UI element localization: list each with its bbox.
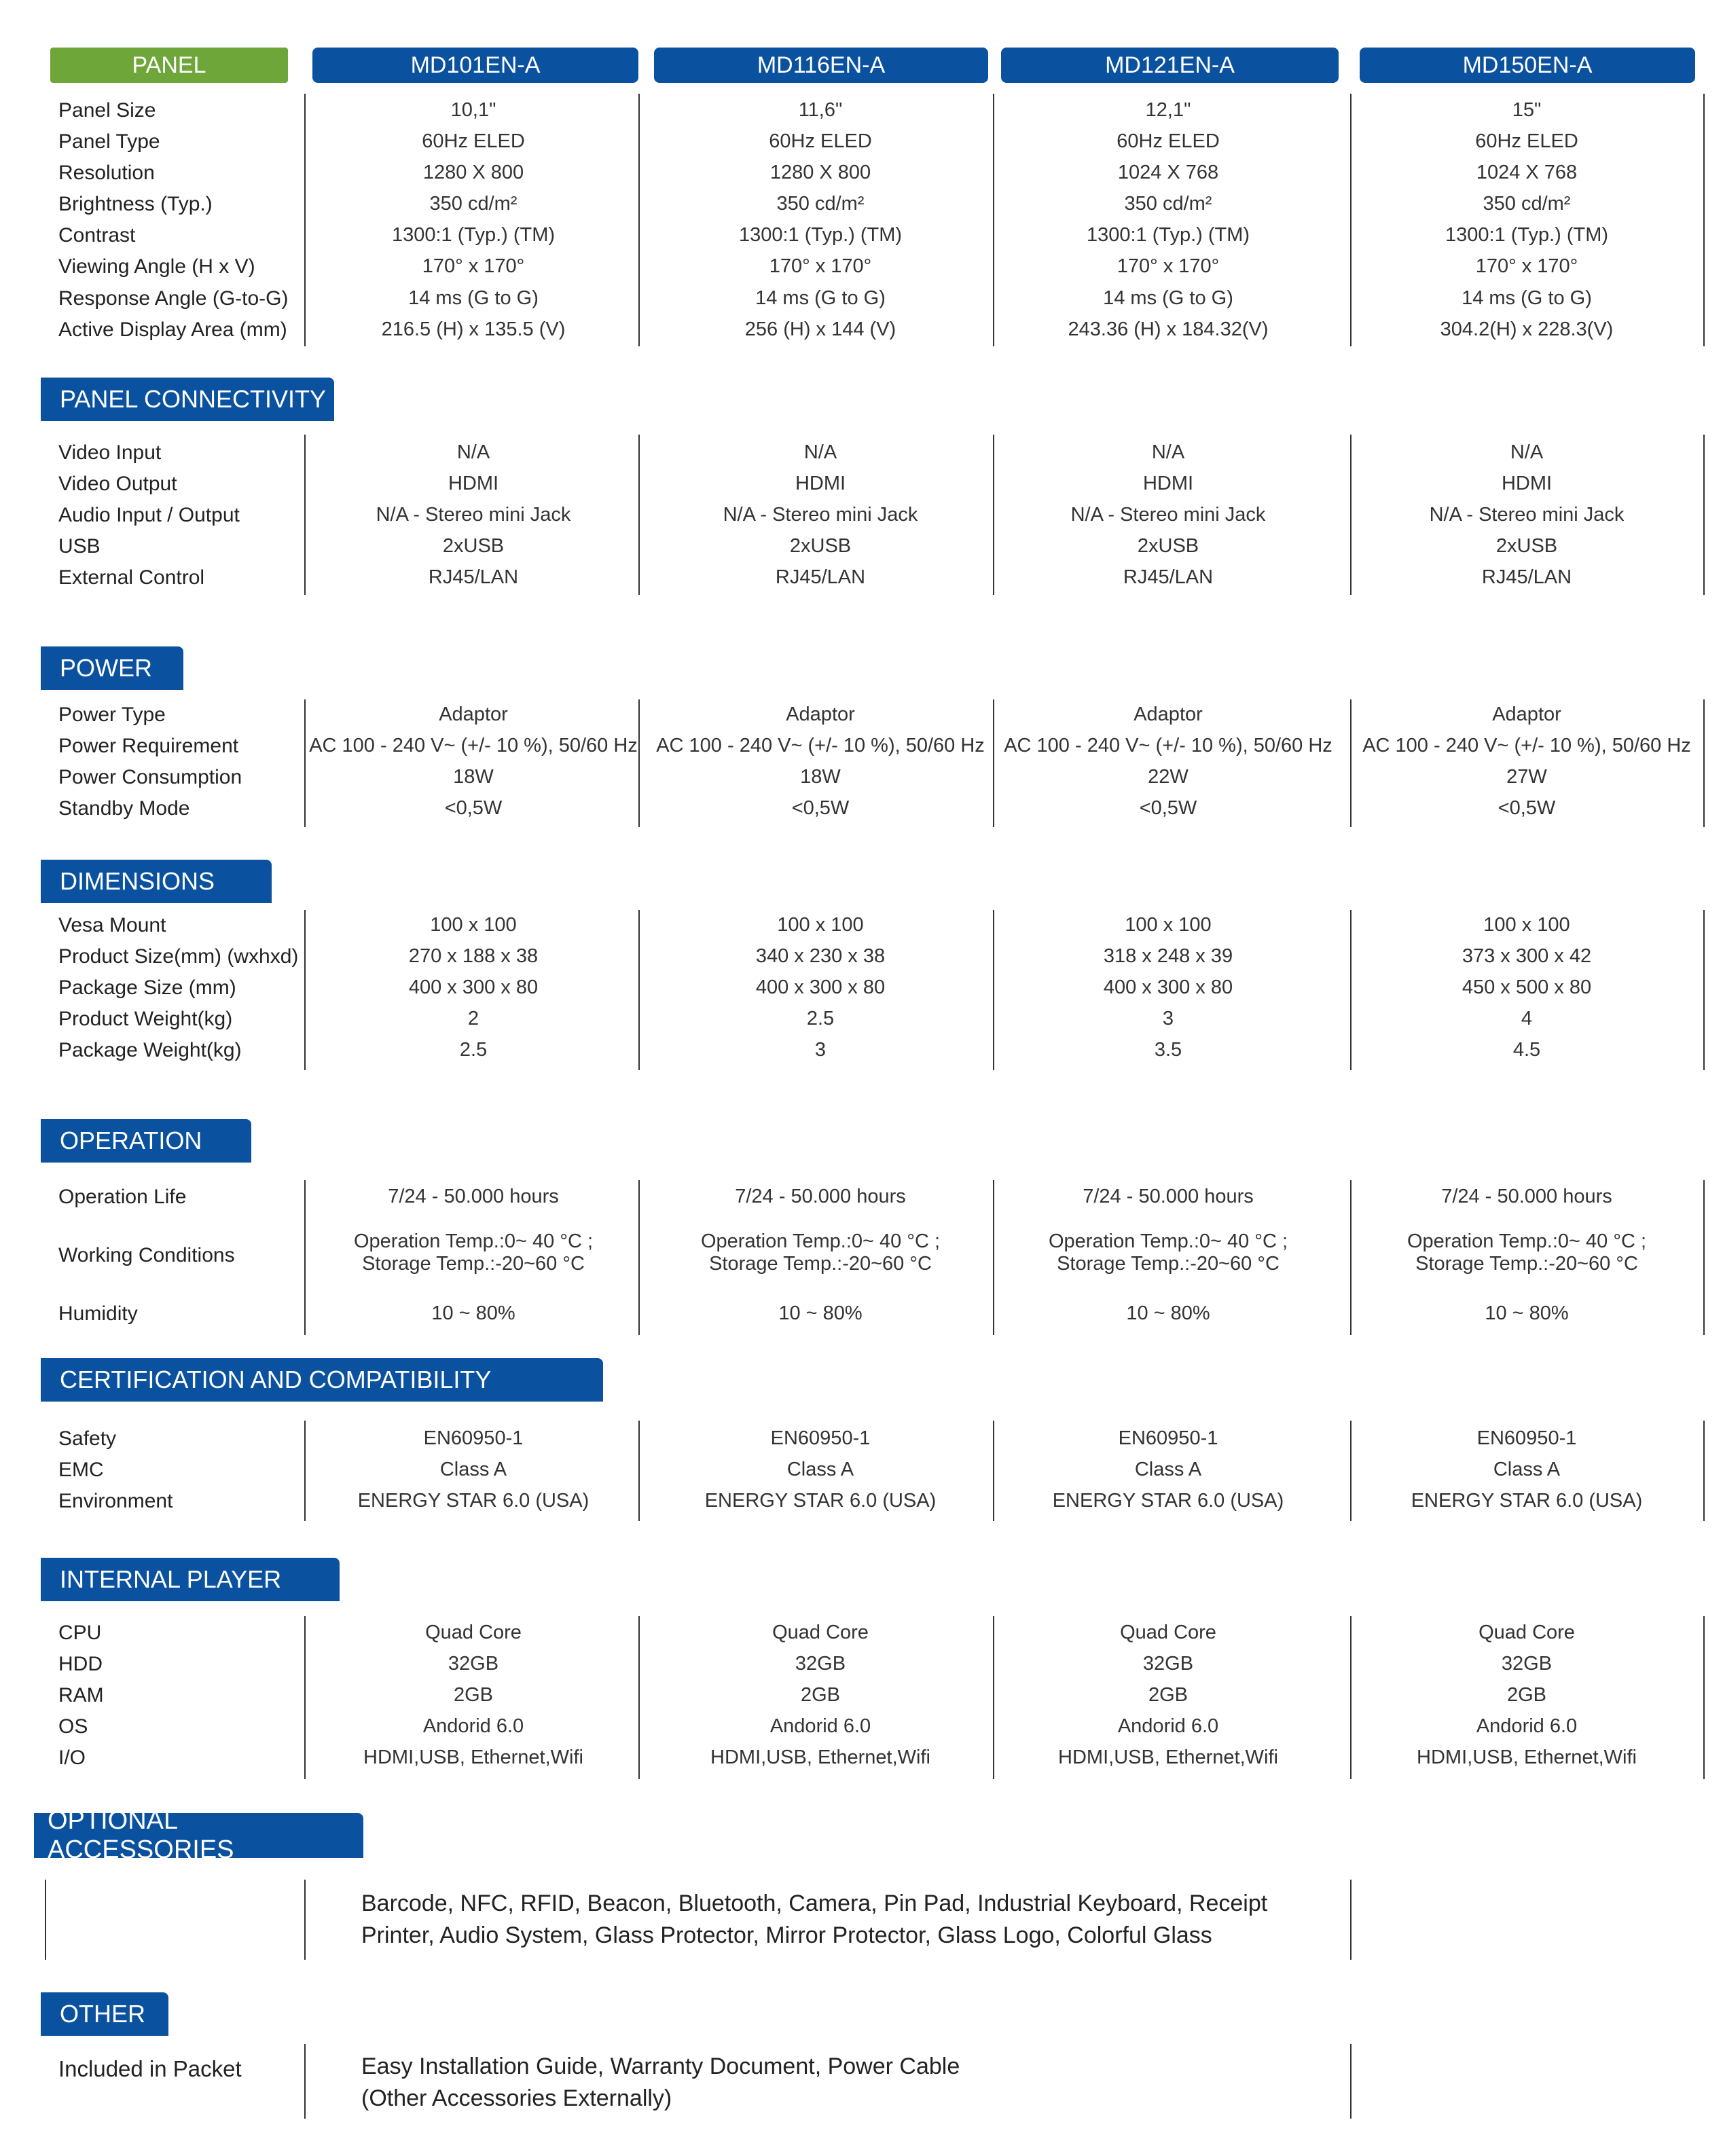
column-divider: [993, 94, 994, 346]
column-divider: [1703, 910, 1705, 1070]
column-divider: [1350, 699, 1352, 827]
spec-cell: 400 x 300 x 80: [408, 976, 539, 998]
spec-cell: 1024 X 768: [1117, 162, 1219, 183]
spec-cell: <0,5W: [1139, 797, 1197, 819]
column-divider: [304, 1880, 306, 1960]
spec-cell: <0,5W: [1498, 797, 1556, 819]
spec-cell: 350 cd/m²: [1483, 193, 1571, 215]
row-label-power-type: Power Type: [58, 704, 166, 726]
spec-cell: 400 x 300 x 80: [755, 976, 886, 998]
spec-cell-line: Operation Temp.:0~ 40 °C ;: [353, 1230, 594, 1252]
spec-cell: 32GB: [1501, 1653, 1553, 1675]
spec-cell: 400 x 300 x 80: [1103, 976, 1233, 998]
row-label-environment: Environment: [58, 1490, 173, 1512]
accessories-text: [361, 1888, 1267, 1952]
spec-cell: [1407, 1230, 1646, 1275]
row-label-os: OS: [58, 1715, 88, 1738]
spec-cell: Quad Core: [1479, 1622, 1575, 1643]
other-line: (Other Accessories Externally): [361, 2085, 672, 2111]
row-label-contrast: Contrast: [58, 224, 136, 246]
model-header-md116en-a: MD116EN-A: [654, 48, 988, 83]
spec-cell: 318 x 248 x 39: [1103, 945, 1233, 967]
row-label-video-output: Video Output: [58, 473, 177, 495]
spec-cell: 32GB: [795, 1653, 846, 1675]
spec-cell-line: Operation Temp.:0~ 40 °C ;: [700, 1230, 941, 1252]
spec-cell: 18W: [453, 766, 494, 788]
spec-cell: 2GB: [1506, 1684, 1547, 1706]
spec-cell: 10 ~ 80%: [1485, 1302, 1569, 1324]
column-divider: [1703, 435, 1705, 595]
spec-cell: 3: [814, 1039, 827, 1061]
section-header-certification: CERTIFICATION AND COMPATIBILITY: [41, 1358, 603, 1402]
row-label-i-o: I/O: [58, 1747, 86, 1769]
spec-cell: <0,5W: [444, 797, 503, 819]
spec-cell: 14 ms (G to G): [408, 287, 539, 309]
spec-cell: 7/24 - 50.000 hours: [1083, 1186, 1254, 1207]
spec-cell: Adaptor: [786, 704, 855, 725]
spec-cell: RJ45/LAN: [775, 566, 866, 588]
spec-cell: Andorid 6.0: [422, 1715, 524, 1737]
column-divider: [1350, 1421, 1352, 1521]
spec-cell: 100 x 100: [1483, 914, 1570, 936]
spec-cell: 1300:1 (Typ.) (TM): [738, 224, 903, 246]
column-divider: [993, 1421, 994, 1521]
other-text: [361, 2051, 960, 2115]
spec-cell: 15": [1512, 99, 1542, 121]
spec-cell: 3.5: [1154, 1039, 1182, 1061]
spec-cell: Class A: [786, 1459, 854, 1480]
spec-cell: Andorid 6.0: [1476, 1715, 1578, 1737]
column-divider: [304, 1421, 306, 1521]
row-label-panel-type: Panel Type: [58, 130, 160, 153]
row-label-video-input: Video Input: [58, 441, 162, 464]
section-header-player: INTERNAL PLAYER: [41, 1558, 340, 1601]
column-divider: [1350, 94, 1352, 346]
spec-cell: 1280 X 800: [769, 162, 871, 183]
spec-cell: Quad Core: [1120, 1622, 1216, 1643]
spec-cell-line: Storage Temp.:-20~60 °C: [362, 1253, 585, 1275]
column-divider: [993, 699, 994, 827]
spec-cell: HDMI,USB, Ethernet,Wifi: [1058, 1747, 1278, 1768]
spec-cell: 12,1": [1145, 99, 1191, 121]
column-divider: [304, 910, 306, 1070]
spec-cell: HDMI,USB, Ethernet,Wifi: [710, 1747, 930, 1768]
spec-cell: RJ45/LAN: [428, 566, 519, 588]
spec-cell-line: Operation Temp.:0~ 40 °C ;: [1407, 1230, 1647, 1252]
column-divider: [45, 1880, 46, 1960]
spec-cell: Quad Core: [425, 1622, 522, 1643]
row-label-brightness-typ: Brightness (Typ.): [58, 193, 213, 215]
row-label-viewing-angle-h-x-v: Viewing Angle (H x V): [58, 255, 255, 278]
spec-cell: 270 x 188 x 38: [408, 945, 539, 967]
column-divider: [304, 1180, 306, 1335]
spec-cell: 2.5: [459, 1039, 488, 1061]
spec-cell: 2: [467, 1008, 479, 1029]
spec-cell: ENERGY STAR 6.0 (USA): [704, 1490, 937, 1512]
spec-cell: 10,1": [450, 99, 496, 121]
column-divider: [638, 699, 640, 827]
spec-cell: N/A: [1151, 441, 1185, 463]
column-divider: [638, 1616, 640, 1779]
row-label-package-size-mm: Package Size (mm): [58, 976, 236, 999]
column-divider: [304, 435, 306, 595]
row-label-working-conditions: Working Conditions: [58, 1244, 235, 1266]
spec-cell: 350 cd/m²: [1124, 193, 1212, 215]
spec-cell: Class A: [439, 1459, 507, 1480]
spec-cell: 60Hz ELED: [1475, 130, 1578, 152]
section-header-connectivity: PANEL CONNECTIVITY: [41, 378, 334, 421]
row-label-resolution: Resolution: [58, 162, 155, 184]
spec-cell: AC 100 - 240 V~ (+/- 10 %), 50/60 Hz: [1004, 735, 1332, 756]
spec-cell: 2GB: [453, 1684, 494, 1706]
row-label-external-control: External Control: [58, 566, 205, 589]
spec-cell: 3: [1162, 1008, 1174, 1029]
spec-cell: EN60950-1: [770, 1427, 871, 1449]
spec-cell: 2xUSB: [1137, 535, 1199, 557]
section-header-accessories: OPTIONAL ACCESSORIES: [34, 1813, 363, 1858]
row-label-power-consumption: Power Consumption: [58, 766, 242, 788]
spec-cell: 350 cd/m²: [429, 193, 518, 215]
spec-cell: RJ45/LAN: [1481, 566, 1572, 588]
spec-cell: 350 cd/m²: [776, 193, 865, 215]
column-divider: [1350, 435, 1352, 595]
spec-cell: 60Hz ELED: [1117, 130, 1220, 152]
spec-cell: 1300:1 (Typ.) (TM): [1086, 224, 1250, 246]
column-divider: [1350, 2044, 1352, 2119]
section-header-panel: PANEL: [50, 48, 288, 83]
column-divider: [1703, 1180, 1705, 1335]
row-label-usb: USB: [58, 535, 101, 558]
spec-cell: 373 x 300 x 42: [1462, 945, 1592, 967]
spec-cell: 256 (H) x 144 (V): [744, 318, 896, 340]
spec-cell: 170° x 170°: [422, 255, 525, 277]
spec-cell: <0,5W: [791, 797, 850, 819]
spec-cell: Andorid 6.0: [1117, 1715, 1219, 1737]
spec-cell: N/A: [1510, 441, 1544, 463]
spec-cell: 2GB: [800, 1684, 841, 1706]
row-label-standby-mode: Standby Mode: [58, 797, 190, 820]
row-label-response-angle-g-to-g: Response Angle (G-to-G): [58, 287, 289, 310]
spec-cell: Class A: [1493, 1459, 1561, 1480]
column-divider: [1703, 1616, 1705, 1779]
spec-cell: N/A: [803, 441, 837, 463]
spec-cell: Adaptor: [1492, 704, 1561, 725]
spec-cell: Quad Core: [772, 1622, 869, 1643]
spec-cell: 60Hz ELED: [769, 130, 872, 152]
spec-cell: Adaptor: [439, 704, 508, 725]
accessories-line: Barcode, NFC, RFID, Beacon, Bluetooth, Camera, Pin Pad, Industrial Keyboard, Receipt: [361, 1890, 1268, 1916]
column-divider: [304, 1616, 306, 1779]
row-label-active-display-area-mm: Active Display Area (mm): [58, 318, 287, 341]
spec-cell: 1300:1 (Typ.) (TM): [391, 224, 556, 246]
column-divider: [993, 1180, 994, 1335]
row-label-cpu: CPU: [58, 1622, 102, 1644]
spec-cell: N/A - Stereo mini Jack: [723, 504, 918, 526]
spec-cell: 60Hz ELED: [422, 130, 525, 152]
column-divider: [638, 435, 640, 595]
section-header-dimensions: DIMENSIONS: [41, 860, 272, 903]
spec-cell: AC 100 - 240 V~ (+/- 10 %), 50/60 Hz: [309, 735, 638, 756]
column-divider: [304, 2044, 306, 2119]
row-label-humidity: Humidity: [58, 1302, 138, 1325]
row-label-power-requirement: Power Requirement: [58, 735, 239, 757]
spec-cell-line: Storage Temp.:-20~60 °C: [1415, 1253, 1638, 1275]
spec-cell: 27W: [1506, 766, 1547, 788]
spec-cell: 170° x 170°: [769, 255, 872, 277]
column-divider: [1703, 699, 1705, 827]
spec-cell: HDMI: [1501, 473, 1553, 494]
spec-cell: 7/24 - 50.000 hours: [388, 1186, 559, 1207]
spec-cell: 22W: [1148, 766, 1189, 788]
spec-cell: 10 ~ 80%: [431, 1302, 515, 1324]
spec-cell: 1300:1 (Typ.) (TM): [1445, 224, 1609, 246]
model-header-md101en-a: MD101EN-A: [312, 48, 638, 83]
spec-cell: 1024 X 768: [1476, 162, 1578, 183]
spec-cell: 14 ms (G to G): [1103, 287, 1233, 309]
spec-cell: 32GB: [448, 1653, 499, 1675]
row-label-vesa-mount: Vesa Mount: [58, 914, 166, 936]
row-label-emc: EMC: [58, 1459, 104, 1481]
spec-cell: N/A - Stereo mini Jack: [1070, 504, 1266, 526]
spec-cell: [701, 1230, 940, 1275]
column-divider: [638, 910, 640, 1070]
spec-cell: Class A: [1134, 1459, 1202, 1480]
spec-cell: 170° x 170°: [1475, 255, 1578, 277]
spec-cell: HDMI: [795, 473, 846, 494]
spec-cell: 2xUSB: [1495, 535, 1558, 557]
spec-cell: AC 100 - 240 V~ (+/- 10 %), 50/60 Hz: [656, 735, 985, 756]
spec-cell: 4.5: [1512, 1039, 1541, 1061]
column-divider: [1350, 1880, 1352, 1960]
spec-cell: AC 100 - 240 V~ (+/- 10 %), 50/60 Hz: [1362, 735, 1691, 756]
column-divider: [993, 910, 994, 1070]
spec-cell: 2GB: [1148, 1684, 1189, 1706]
row-label-operation-life: Operation Life: [58, 1186, 187, 1208]
section-header-operation: OPERATION: [41, 1119, 251, 1163]
row-label-product-size-mm-wxhxd: Product Size(mm) (wxhxd): [58, 945, 299, 968]
spec-cell: 2xUSB: [789, 535, 852, 557]
section-header-power: POWER: [41, 646, 183, 690]
spec-cell: EN60950-1: [1476, 1427, 1577, 1449]
row-label-ram: RAM: [58, 1684, 104, 1706]
spec-cell: 7/24 - 50.000 hours: [1441, 1186, 1612, 1207]
spec-cell: HDMI,USB, Ethernet,Wifi: [1417, 1747, 1637, 1768]
spec-cell: 2xUSB: [442, 535, 505, 557]
column-divider: [1703, 94, 1705, 346]
model-header-md121en-a: MD121EN-A: [1001, 48, 1339, 83]
row-label-safety: Safety: [58, 1427, 117, 1450]
spec-cell: [354, 1230, 593, 1275]
spec-cell: HDMI: [448, 473, 499, 494]
spec-cell: RJ45/LAN: [1123, 566, 1214, 588]
spec-cell: 340 x 230 x 38: [755, 945, 886, 967]
spec-cell: HDMI: [1142, 473, 1194, 494]
spec-cell: 100 x 100: [1125, 914, 1212, 936]
row-label-product-weight-kg: Product Weight(kg): [58, 1008, 233, 1030]
spec-cell: N/A: [456, 441, 490, 463]
spec-cell: ENERGY STAR 6.0 (USA): [1411, 1490, 1643, 1512]
spec-cell: EN60950-1: [1118, 1427, 1218, 1449]
spec-cell: Andorid 6.0: [769, 1715, 871, 1737]
spec-cell: N/A - Stereo mini Jack: [376, 504, 571, 526]
row-label-hdd: HDD: [58, 1653, 103, 1675]
section-header-other: OTHER: [41, 1992, 168, 2036]
spec-cell: 170° x 170°: [1117, 255, 1220, 277]
spec-cell: 304.2(H) x 228.3(V): [1440, 318, 1614, 340]
column-divider: [993, 435, 994, 595]
spec-cell: 10 ~ 80%: [778, 1302, 863, 1324]
column-divider: [993, 1616, 994, 1779]
column-divider: [1350, 910, 1352, 1070]
spec-cell: HDMI,USB, Ethernet,Wifi: [363, 1747, 583, 1768]
spec-cell: 10 ~ 80%: [1126, 1302, 1210, 1324]
spec-cell-line: Storage Temp.:-20~60 °C: [1057, 1253, 1280, 1275]
column-divider: [638, 94, 640, 346]
spec-cell: 14 ms (G to G): [755, 287, 886, 309]
row-label-included-in-packet: Included in Packet: [58, 2056, 242, 2081]
spec-cell: 32GB: [1142, 1653, 1194, 1675]
column-divider: [304, 699, 306, 827]
spec-cell: 2.5: [806, 1008, 835, 1029]
spec-cell: 216.5 (H) x 135.5 (V): [381, 318, 566, 340]
row-label-package-weight-kg: Package Weight(kg): [58, 1039, 242, 1061]
spec-cell: [1049, 1230, 1288, 1275]
spec-cell: ENERGY STAR 6.0 (USA): [357, 1490, 590, 1512]
column-divider: [638, 1180, 640, 1335]
row-label-audio-input-output: Audio Input / Output: [58, 504, 240, 526]
spec-cell: 7/24 - 50.000 hours: [735, 1186, 906, 1207]
spec-cell: Adaptor: [1133, 704, 1203, 725]
spec-cell-line: Operation Temp.:0~ 40 °C ;: [1048, 1230, 1288, 1252]
row-label-panel-size: Panel Size: [58, 99, 156, 122]
column-divider: [1703, 1421, 1705, 1521]
column-divider: [638, 1421, 640, 1521]
spec-cell: 1280 X 800: [422, 162, 524, 183]
spec-cell: 11,6": [798, 99, 843, 121]
column-divider: [1350, 1616, 1352, 1779]
model-header-md150en-a: MD150EN-A: [1360, 48, 1695, 83]
spec-cell: 450 x 500 x 80: [1462, 976, 1592, 998]
spec-cell: 4: [1521, 1008, 1533, 1029]
other-line: Easy Installation Guide, Warranty Document, Power Cable: [361, 2053, 960, 2079]
spec-cell: ENERGY STAR 6.0 (USA): [1052, 1490, 1284, 1512]
spec-cell-line: Storage Temp.:-20~60 °C: [709, 1253, 932, 1275]
spec-cell: 14 ms (G to G): [1462, 287, 1592, 309]
spec-cell: N/A - Stereo mini Jack: [1429, 504, 1625, 526]
spec-cell: 243.36 (H) x 184.32(V): [1068, 318, 1269, 340]
spec-cell: 100 x 100: [777, 914, 864, 936]
column-divider: [1350, 1180, 1352, 1335]
column-divider: [304, 94, 306, 346]
spec-cell: 100 x 100: [430, 914, 517, 936]
spec-cell: EN60950-1: [423, 1427, 524, 1449]
accessories-line: Printer, Audio System, Glass Protector, Mirror Protector, Glass Logo, Colorful Glass: [361, 1922, 1212, 1948]
spec-cell: 18W: [800, 766, 841, 788]
